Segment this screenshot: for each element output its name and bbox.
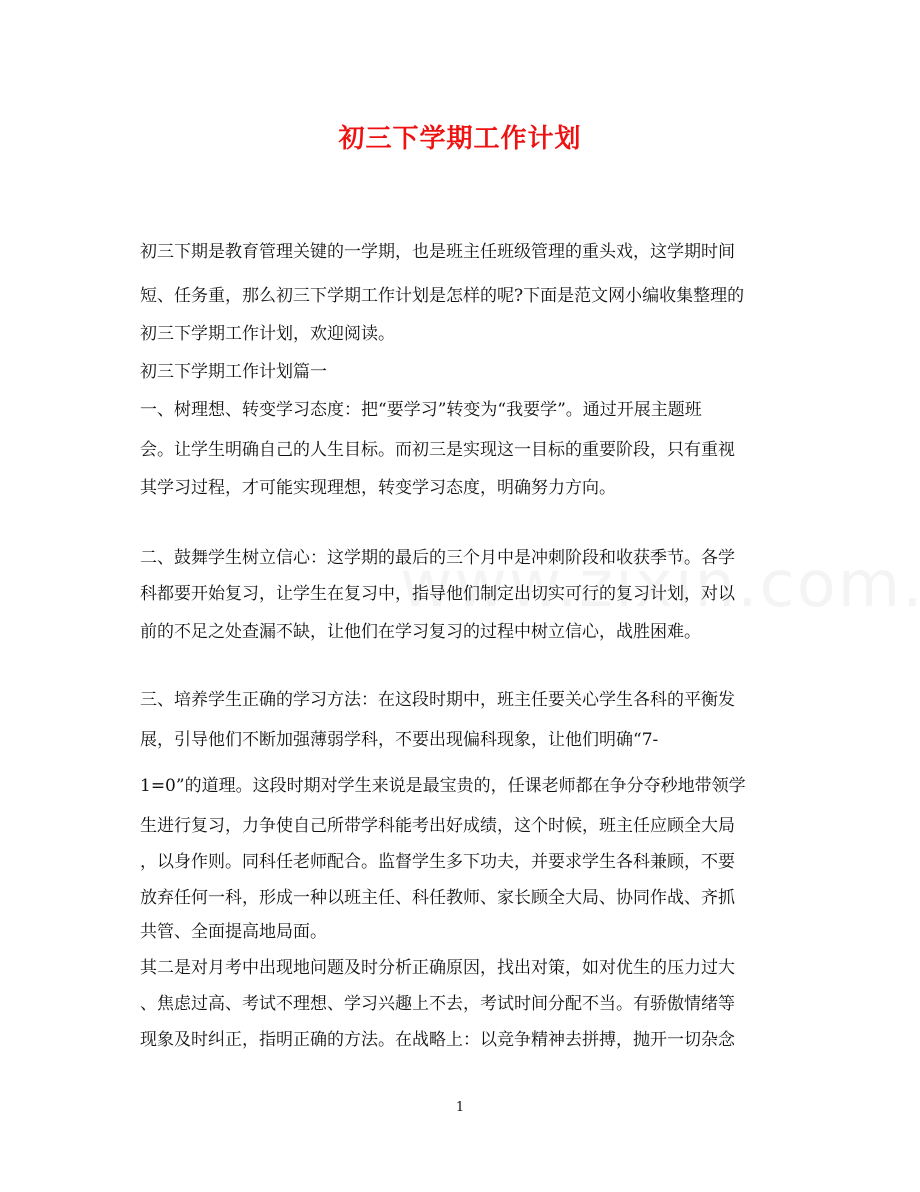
text-line: 展，引导他们不断加强薄弱学科，不要出现偏科现象，让他们明确“7-: [140, 730, 659, 750]
text-line: 生进行复习，力争使自己所带学科能考出好成绩，这个时候，班主任应顾全大局: [140, 816, 735, 836]
text-line: 二、鼓舞学生树立信心：这学期的最后的三个月中是冲刺阶段和收获季节。各学: [140, 548, 735, 568]
text-line: 三、培养学生正确的学习方法：在这段时期中，班主任要关心学生各科的平衡发: [140, 690, 735, 710]
text-line: 、焦虑过高、考试不理想、学习兴趣上不去，考试时间分配不当。有骄傲情绪等: [140, 994, 735, 1014]
section-heading: 初三下学期工作计划篇一: [140, 362, 327, 382]
page-number: 1: [455, 1100, 465, 1115]
document-title: 初三下学期工作计划: [338, 124, 582, 154]
text-line: 其二是对月考中出现地问题及时分析正确原因，找出对策，如对优生的压力过大: [140, 958, 735, 978]
text-line: ，以身作则。同科任老师配合。监督学生多下功夫，并要求学生各科兼顾，不要: [140, 852, 735, 872]
text-line: 短、任务重，那么初三下学期工作计划是怎样的呢?下面是范文网小编收集整理的: [140, 286, 745, 306]
text-line: 1=0”的道理。这段时期对学生来说是最宝贵的，任课老师都在争分夺秒地带领学: [140, 776, 746, 796]
text-line: 初三下期是教育管理关键的一学期，也是班主任班级管理的重头戏，这学期时间: [140, 242, 735, 262]
text-line: 科都要开始复习，让学生在复习中，指导他们制定出切实可行的复习计划，对以: [140, 584, 735, 604]
text-line: 其学习过程，才可能实现理想，转变学习态度，明确努力方向。: [140, 478, 616, 498]
text-line: 会。让学生明确自己的人生目标。而初三是实现这一目标的重要阶段，只有重视: [140, 440, 735, 460]
text-line: 共管、全面提高地局面。: [140, 922, 327, 942]
text-line: 现象及时纠正，指明正确的方法。在战略上：以竞争精神去拼搏，抛开一切杂念: [140, 1030, 735, 1050]
text-line: 前的不足之处查漏不缺，让他们在学习复习的过程中树立信心，战胜困难。: [140, 622, 701, 642]
text-line: 初三下学期工作计划，欢迎阅读。: [140, 324, 395, 344]
text-line: 放弃任何一科，形成一种以班主任、科任教师、家长顾全大局、协同作战、齐抓: [140, 888, 735, 908]
text-line: 一、树理想、转变学习态度：把“要学习”转变为“我要学”。通过开展主题班: [140, 400, 702, 420]
